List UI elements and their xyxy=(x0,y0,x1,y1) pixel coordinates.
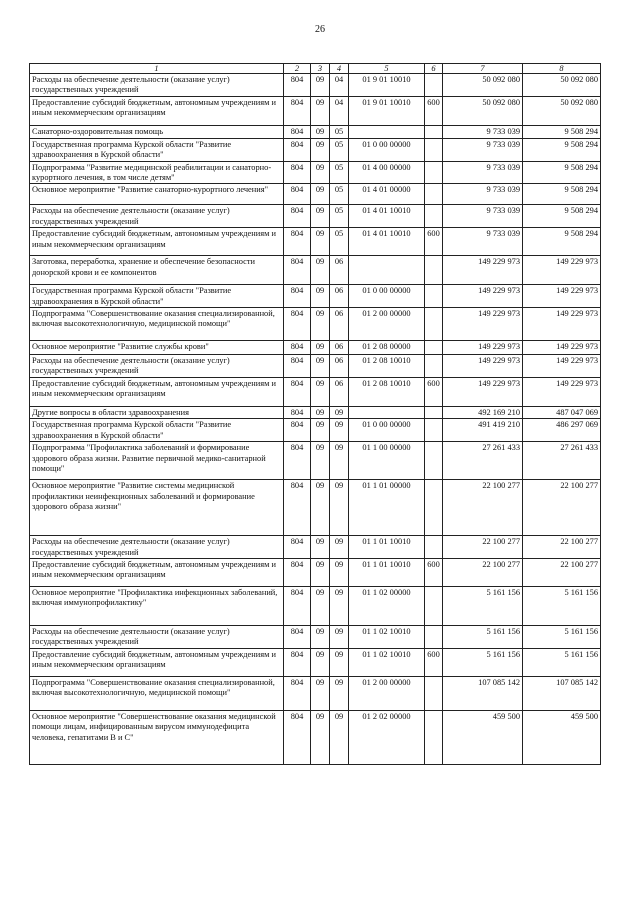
row-expense-type-cell: 600 xyxy=(425,96,443,125)
row-subsection-cell: 09 xyxy=(330,442,349,480)
row-amount-year1-cell: 9 733 039 xyxy=(443,138,523,161)
table-row xyxy=(30,184,601,205)
row-amount-year1-cell: 9 733 039 xyxy=(443,125,523,138)
table-row xyxy=(30,406,601,418)
row-section-cell: 09 xyxy=(311,480,330,536)
table-row xyxy=(30,161,601,184)
row-name-cell: Подпрограмма "Совершенствование оказания специализированной, включая высокотехнологичную, медицинской помощи" xyxy=(30,676,284,710)
budget-table xyxy=(29,63,601,765)
row-name-cell: Подпрограмма "Профилактика заболеваний и формирование здорового образа жизни. Развитие первичной медико-санитарной помощи" xyxy=(30,442,284,480)
row-name-cell: Государственная программа Курской области "Развитие здравоохранения в Курской области" xyxy=(30,419,284,442)
row-amount-year1-cell: 149 229 973 xyxy=(443,308,523,341)
row-expense-type-cell xyxy=(425,138,443,161)
table-row xyxy=(30,625,601,648)
row-code-cell: 804 xyxy=(284,586,311,625)
row-subsection-cell: 06 xyxy=(330,308,349,341)
row-amount-year1-cell: 107 085 142 xyxy=(443,676,523,710)
row-amount-year1-cell: 50 092 080 xyxy=(443,74,523,97)
row-amount-year2-cell: 9 508 294 xyxy=(523,205,601,228)
row-name-cell: Расходы на обеспечение деятельности (оказание услуг) государственных учреждений xyxy=(30,355,284,378)
row-amount-year1-cell: 22 100 277 xyxy=(443,558,523,586)
row-code-cell: 804 xyxy=(284,406,311,418)
row-target-article-cell: 01 0 00 00000 xyxy=(349,138,425,161)
row-section-cell: 09 xyxy=(311,228,330,256)
row-subsection-cell: 09 xyxy=(330,676,349,710)
row-name-cell: Другие вопросы в области здравоохранения xyxy=(30,406,284,418)
row-amount-year2-cell: 459 500 xyxy=(523,710,601,764)
row-code-cell: 804 xyxy=(284,377,311,406)
row-amount-year2-cell: 9 508 294 xyxy=(523,125,601,138)
row-target-article-cell: 01 1 02 10010 xyxy=(349,625,425,648)
row-name-cell: Заготовка, переработка, хранение и обеспечение безопасности донорской крови и ее компонентов xyxy=(30,256,284,285)
row-amount-year2-cell: 22 100 277 xyxy=(523,480,601,536)
column-header: 6 xyxy=(425,64,443,74)
row-expense-type-cell xyxy=(425,676,443,710)
row-expense-type-cell xyxy=(425,536,443,559)
row-target-article-cell: 01 4 01 10010 xyxy=(349,205,425,228)
row-code-cell: 804 xyxy=(284,625,311,648)
row-amount-year2-cell: 9 508 294 xyxy=(523,138,601,161)
row-section-cell: 09 xyxy=(311,205,330,228)
row-amount-year1-cell: 149 229 973 xyxy=(443,377,523,406)
row-name-cell: Предоставление субсидий бюджетным, автономным учреждениям и иным некоммерческим организациям xyxy=(30,96,284,125)
row-target-article-cell: 01 0 00 00000 xyxy=(349,285,425,308)
row-code-cell: 804 xyxy=(284,308,311,341)
row-expense-type-cell: 600 xyxy=(425,558,443,586)
row-name-cell: Предоставление субсидий бюджетным, автономным учреждениям и иным некоммерческим организациям xyxy=(30,648,284,676)
row-amount-year2-cell: 50 092 080 xyxy=(523,96,601,125)
row-section-cell: 09 xyxy=(311,161,330,184)
table-row xyxy=(30,355,601,378)
row-amount-year2-cell: 149 229 973 xyxy=(523,285,601,308)
row-section-cell: 09 xyxy=(311,676,330,710)
row-section-cell: 09 xyxy=(311,74,330,97)
row-subsection-cell: 04 xyxy=(330,74,349,97)
row-target-article-cell: 01 9 01 10010 xyxy=(349,74,425,97)
row-target-article-cell: 01 1 02 10010 xyxy=(349,648,425,676)
table-row xyxy=(30,205,601,228)
table-row xyxy=(30,96,601,125)
row-name-cell: Основное мероприятие "Профилактика инфекционных заболеваний, включая иммунопрофилактику" xyxy=(30,586,284,625)
column-header: 4 xyxy=(330,64,349,74)
row-code-cell: 804 xyxy=(284,161,311,184)
row-section-cell: 09 xyxy=(311,308,330,341)
row-subsection-cell: 05 xyxy=(330,228,349,256)
row-target-article-cell: 01 1 01 10010 xyxy=(349,536,425,559)
row-amount-year2-cell: 486 297 069 xyxy=(523,419,601,442)
row-target-article-cell: 01 4 00 00000 xyxy=(349,161,425,184)
row-target-article-cell xyxy=(349,125,425,138)
row-expense-type-cell xyxy=(425,256,443,285)
column-header: 2 xyxy=(284,64,311,74)
row-amount-year1-cell: 492 169 210 xyxy=(443,406,523,418)
row-amount-year1-cell: 27 261 433 xyxy=(443,442,523,480)
row-expense-type-cell xyxy=(425,710,443,764)
row-amount-year2-cell: 22 100 277 xyxy=(523,558,601,586)
row-subsection-cell: 09 xyxy=(330,419,349,442)
table-row xyxy=(30,442,601,480)
row-section-cell: 09 xyxy=(311,138,330,161)
row-section-cell: 09 xyxy=(311,406,330,418)
row-target-article-cell: 01 2 08 10010 xyxy=(349,355,425,378)
row-section-cell: 09 xyxy=(311,648,330,676)
row-section-cell: 09 xyxy=(311,377,330,406)
row-amount-year2-cell: 5 161 156 xyxy=(523,586,601,625)
table-row xyxy=(30,228,601,256)
row-amount-year2-cell: 22 100 277 xyxy=(523,536,601,559)
row-expense-type-cell xyxy=(425,205,443,228)
row-amount-year2-cell: 107 085 142 xyxy=(523,676,601,710)
row-subsection-cell: 09 xyxy=(330,536,349,559)
row-amount-year2-cell: 149 229 973 xyxy=(523,308,601,341)
row-name-cell: Предоставление субсидий бюджетным, автономным учреждениям и иным некоммерческим организациям xyxy=(30,377,284,406)
row-section-cell: 09 xyxy=(311,586,330,625)
row-subsection-cell: 06 xyxy=(330,377,349,406)
row-subsection-cell: 09 xyxy=(330,710,349,764)
row-subsection-cell: 06 xyxy=(330,341,349,355)
table-row xyxy=(30,74,601,97)
row-target-article-cell: 01 2 00 00000 xyxy=(349,676,425,710)
row-code-cell: 804 xyxy=(284,256,311,285)
row-expense-type-cell xyxy=(425,161,443,184)
row-name-cell: Предоставление субсидий бюджетным, автономным учреждениям и иным некоммерческим организациям xyxy=(30,558,284,586)
row-code-cell: 804 xyxy=(284,138,311,161)
table-row xyxy=(30,586,601,625)
table-row xyxy=(30,285,601,308)
table-body xyxy=(30,74,601,765)
row-code-cell: 804 xyxy=(284,442,311,480)
row-target-article-cell: 01 2 02 00000 xyxy=(349,710,425,764)
row-expense-type-cell: 600 xyxy=(425,228,443,256)
row-amount-year2-cell: 149 229 973 xyxy=(523,355,601,378)
row-code-cell: 804 xyxy=(284,536,311,559)
table-row xyxy=(30,125,601,138)
row-subsection-cell: 09 xyxy=(330,586,349,625)
row-expense-type-cell xyxy=(425,355,443,378)
row-amount-year2-cell: 50 092 080 xyxy=(523,74,601,97)
row-code-cell: 804 xyxy=(284,341,311,355)
row-code-cell: 804 xyxy=(284,184,311,205)
row-amount-year2-cell: 27 261 433 xyxy=(523,442,601,480)
row-target-article-cell: 01 9 01 10010 xyxy=(349,96,425,125)
row-amount-year1-cell: 459 500 xyxy=(443,710,523,764)
row-section-cell: 09 xyxy=(311,341,330,355)
row-target-article-cell: 01 4 01 00000 xyxy=(349,184,425,205)
row-amount-year1-cell: 9 733 039 xyxy=(443,228,523,256)
table-row xyxy=(30,419,601,442)
row-section-cell: 09 xyxy=(311,558,330,586)
row-amount-year1-cell: 149 229 973 xyxy=(443,355,523,378)
row-amount-year2-cell: 487 047 069 xyxy=(523,406,601,418)
row-subsection-cell: 05 xyxy=(330,125,349,138)
row-amount-year1-cell: 491 419 210 xyxy=(443,419,523,442)
row-expense-type-cell: 600 xyxy=(425,377,443,406)
row-name-cell: Государственная программа Курской области "Развитие здравоохранения в Курской области" xyxy=(30,285,284,308)
row-expense-type-cell xyxy=(425,419,443,442)
row-expense-type-cell xyxy=(425,184,443,205)
row-subsection-cell: 06 xyxy=(330,285,349,308)
row-expense-type-cell xyxy=(425,341,443,355)
row-name-cell: Подпрограмма "Развитие медицинской реабилитации и санаторно-курортного лечения, в том числе детям" xyxy=(30,161,284,184)
row-code-cell: 804 xyxy=(284,480,311,536)
row-expense-type-cell xyxy=(425,406,443,418)
row-amount-year1-cell: 149 229 973 xyxy=(443,285,523,308)
row-amount-year2-cell: 5 161 156 xyxy=(523,625,601,648)
column-number-row xyxy=(30,64,601,74)
row-amount-year1-cell: 22 100 277 xyxy=(443,536,523,559)
row-expense-type-cell xyxy=(425,308,443,341)
row-amount-year1-cell: 9 733 039 xyxy=(443,184,523,205)
row-code-cell: 804 xyxy=(284,355,311,378)
row-name-cell: Основное мероприятие "Развитие санаторно-курортного лечения" xyxy=(30,184,284,205)
row-expense-type-cell xyxy=(425,625,443,648)
row-amount-year2-cell: 149 229 973 xyxy=(523,341,601,355)
row-amount-year2-cell: 5 161 156 xyxy=(523,648,601,676)
row-amount-year2-cell: 9 508 294 xyxy=(523,228,601,256)
row-name-cell: Предоставление субсидий бюджетным, автономным учреждениям и иным некоммерческим организациям xyxy=(30,228,284,256)
row-amount-year2-cell: 149 229 973 xyxy=(523,256,601,285)
row-target-article-cell xyxy=(349,406,425,418)
row-amount-year1-cell: 5 161 156 xyxy=(443,648,523,676)
row-code-cell: 804 xyxy=(284,710,311,764)
row-name-cell: Государственная программа Курской области "Развитие здравоохранения в Курской области" xyxy=(30,138,284,161)
row-code-cell: 804 xyxy=(284,419,311,442)
row-code-cell: 804 xyxy=(284,285,311,308)
row-code-cell: 804 xyxy=(284,558,311,586)
row-amount-year1-cell: 9 733 039 xyxy=(443,205,523,228)
row-expense-type-cell: 600 xyxy=(425,648,443,676)
row-amount-year1-cell: 50 092 080 xyxy=(443,96,523,125)
table-row xyxy=(30,377,601,406)
column-header: 3 xyxy=(311,64,330,74)
row-name-cell: Подпрограмма "Совершенствование оказания специализированной, включая высокотехнологичную, медицинской помощи" xyxy=(30,308,284,341)
table-row xyxy=(30,558,601,586)
row-section-cell: 09 xyxy=(311,96,330,125)
row-section-cell: 09 xyxy=(311,442,330,480)
row-expense-type-cell xyxy=(425,442,443,480)
row-subsection-cell: 05 xyxy=(330,205,349,228)
row-amount-year1-cell: 149 229 973 xyxy=(443,341,523,355)
row-subsection-cell: 06 xyxy=(330,256,349,285)
row-code-cell: 804 xyxy=(284,676,311,710)
row-subsection-cell: 04 xyxy=(330,96,349,125)
row-subsection-cell: 06 xyxy=(330,355,349,378)
row-code-cell: 804 xyxy=(284,74,311,97)
row-code-cell: 804 xyxy=(284,228,311,256)
table-row xyxy=(30,256,601,285)
table-row xyxy=(30,648,601,676)
row-code-cell: 804 xyxy=(284,648,311,676)
row-target-article-cell xyxy=(349,256,425,285)
row-section-cell: 09 xyxy=(311,184,330,205)
row-subsection-cell: 05 xyxy=(330,184,349,205)
table-row xyxy=(30,710,601,764)
row-section-cell: 09 xyxy=(311,710,330,764)
row-section-cell: 09 xyxy=(311,625,330,648)
row-section-cell: 09 xyxy=(311,355,330,378)
table-row xyxy=(30,676,601,710)
row-name-cell: Основное мероприятие "Совершенствование оказания медицинской помощи лицам, инфицированным вирусом иммунодефицита человека, гепатитами В и С" xyxy=(30,710,284,764)
table-row xyxy=(30,536,601,559)
row-subsection-cell: 09 xyxy=(330,648,349,676)
row-amount-year1-cell: 9 733 039 xyxy=(443,161,523,184)
row-name-cell: Расходы на обеспечение деятельности (оказание услуг) государственных учреждений xyxy=(30,74,284,97)
table-row xyxy=(30,480,601,536)
row-name-cell: Расходы на обеспечение деятельности (оказание услуг) государственных учреждений xyxy=(30,205,284,228)
table-row xyxy=(30,308,601,341)
row-subsection-cell: 09 xyxy=(330,625,349,648)
table-row xyxy=(30,138,601,161)
row-target-article-cell: 01 4 01 10010 xyxy=(349,228,425,256)
table-row xyxy=(30,341,601,355)
row-target-article-cell: 01 2 00 00000 xyxy=(349,308,425,341)
row-target-article-cell: 01 1 00 00000 xyxy=(349,442,425,480)
row-target-article-cell: 01 2 08 10010 xyxy=(349,377,425,406)
row-name-cell: Расходы на обеспечение деятельности (оказание услуг) государственных учреждений xyxy=(30,536,284,559)
row-amount-year2-cell: 9 508 294 xyxy=(523,184,601,205)
row-subsection-cell: 05 xyxy=(330,161,349,184)
row-target-article-cell: 01 0 00 00000 xyxy=(349,419,425,442)
column-header: 1 xyxy=(30,64,284,74)
column-header: 7 xyxy=(443,64,523,74)
row-expense-type-cell xyxy=(425,586,443,625)
row-section-cell: 09 xyxy=(311,285,330,308)
row-expense-type-cell xyxy=(425,285,443,308)
row-name-cell: Санаторно-оздоровительная помощь xyxy=(30,125,284,138)
row-subsection-cell: 09 xyxy=(330,406,349,418)
row-section-cell: 09 xyxy=(311,125,330,138)
column-header: 5 xyxy=(349,64,425,74)
row-target-article-cell: 01 1 01 00000 xyxy=(349,480,425,536)
row-amount-year1-cell: 5 161 156 xyxy=(443,625,523,648)
row-target-article-cell: 01 1 02 00000 xyxy=(349,586,425,625)
row-code-cell: 804 xyxy=(284,205,311,228)
row-name-cell: Основное мероприятие "Развитие системы медицинской профилактики неинфекционных заболеваний и формирование здорового образа жизни" xyxy=(30,480,284,536)
row-expense-type-cell xyxy=(425,125,443,138)
row-name-cell: Расходы на обеспечение деятельности (оказание услуг) государственных учреждений xyxy=(30,625,284,648)
row-subsection-cell: 09 xyxy=(330,558,349,586)
row-name-cell: Основное мероприятие "Развитие службы крови" xyxy=(30,341,284,355)
row-target-article-cell: 01 1 01 10010 xyxy=(349,558,425,586)
row-section-cell: 09 xyxy=(311,536,330,559)
row-expense-type-cell xyxy=(425,480,443,536)
row-subsection-cell: 05 xyxy=(330,138,349,161)
row-target-article-cell: 01 2 08 00000 xyxy=(349,341,425,355)
row-amount-year2-cell: 149 229 973 xyxy=(523,377,601,406)
row-section-cell: 09 xyxy=(311,256,330,285)
row-expense-type-cell xyxy=(425,74,443,97)
row-code-cell: 804 xyxy=(284,125,311,138)
page-number: 26 xyxy=(315,24,325,35)
row-section-cell: 09 xyxy=(311,419,330,442)
column-header: 8 xyxy=(523,64,601,74)
row-amount-year1-cell: 5 161 156 xyxy=(443,586,523,625)
row-amount-year1-cell: 22 100 277 xyxy=(443,480,523,536)
row-code-cell: 804 xyxy=(284,96,311,125)
row-amount-year1-cell: 149 229 973 xyxy=(443,256,523,285)
row-subsection-cell: 09 xyxy=(330,480,349,536)
row-amount-year2-cell: 9 508 294 xyxy=(523,161,601,184)
